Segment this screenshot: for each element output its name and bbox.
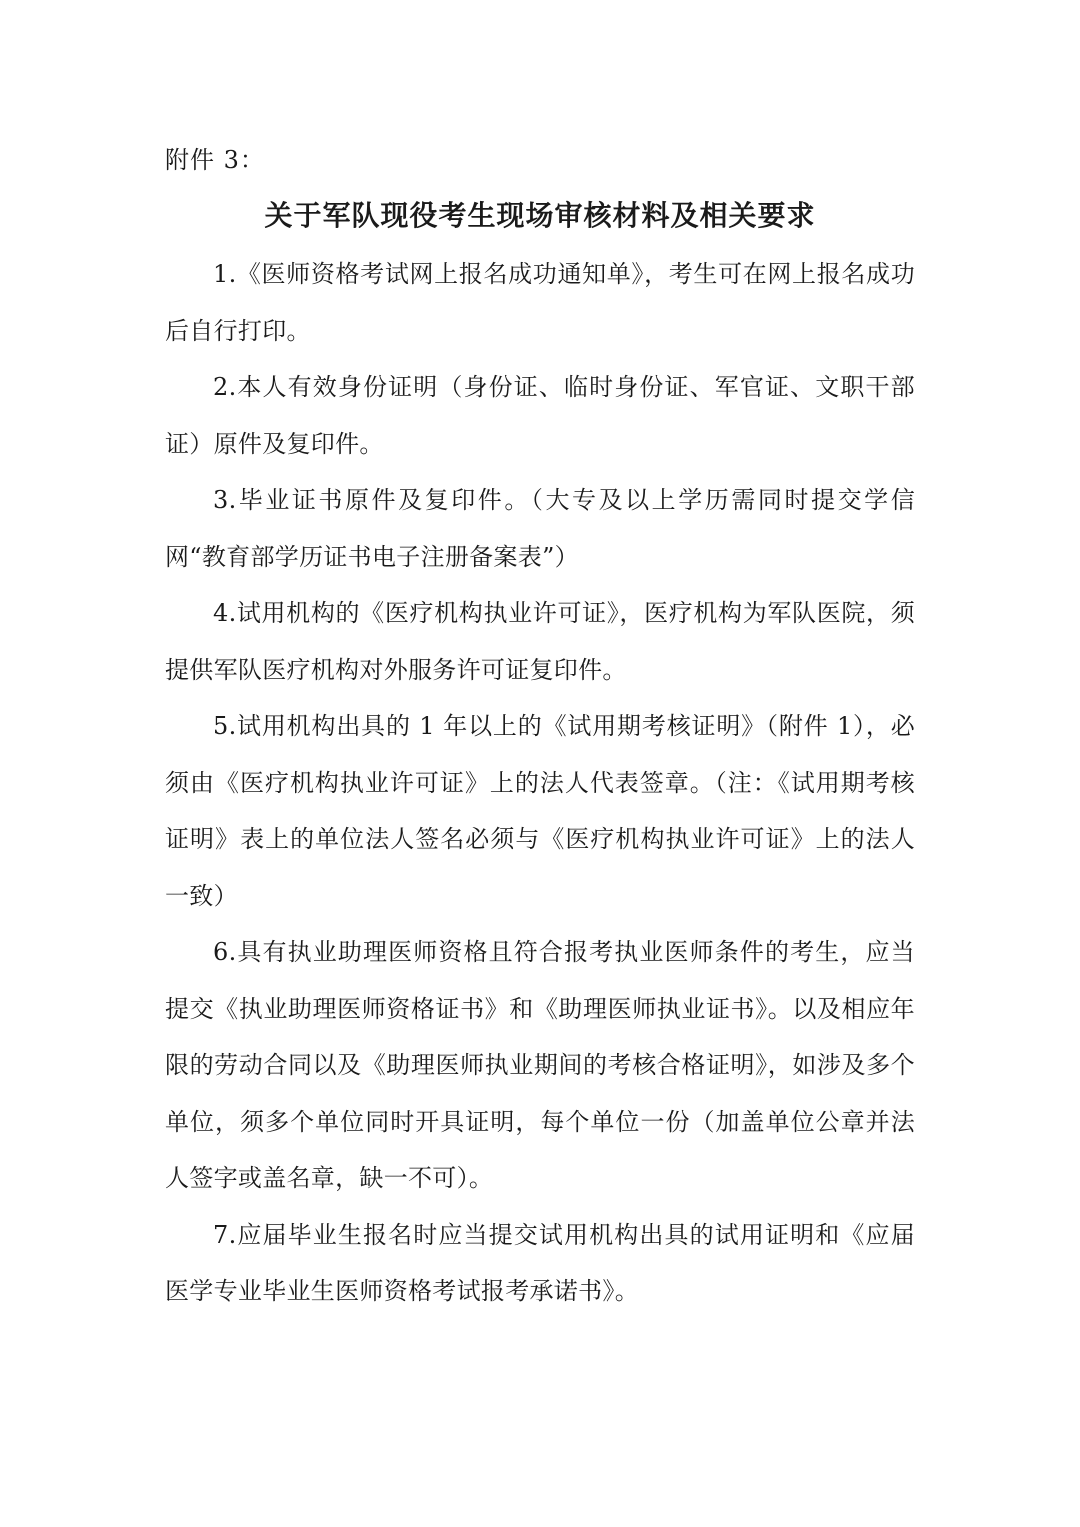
requirement-item-6: 6.具有执业助理医师资格且符合报考执业医师条件的考生，应当提交《执业助理医师资格证书》和《助理医师执业证书》。以及相应年限的劳动合同以及《助理医师执业期间的考核合格证明》，如涉及多个单位，须多个单位同时开具证明，每个单位一份（加盖单位公章并法人签字或盖名章，缺一不可）。 [165, 938, 915, 1192]
requirement-item-3: 3.毕业证书原件及复印件。（大专及以上学历需同时提交学信网“教育部学历证书电子注册备案表”） [165, 486, 915, 571]
requirement-item-5: 5.试用机构出具的 1 年以上的《试用期考核证明》（附件 1），必须由《医疗机构执业许可证》上的法人代表签章。（注：《试用期考核证明》表上的单位法人签名必须与《医疗机构执业许可证》上的法人一致） [165, 712, 915, 910]
attachment-label: 附件 3： [165, 146, 265, 174]
requirement-item-2: 2.本人有效身份证明（身份证、临时身份证、军官证、文职干部证）原件及复印件。 [165, 373, 915, 458]
document-title: 关于军队现役考生现场审核材料及相关要求 [264, 199, 816, 232]
requirement-item-1: 1.《医师资格考试网上报名成功通知单》，考生可在网上报名成功后自行打印。 [165, 260, 915, 345]
requirement-item-7: 7.应届毕业生报名时应当提交试用机构出具的试用证明和《应届医学专业毕业生医师资格考试报考承诺书》。 [165, 1220, 915, 1305]
document-body [165, 246, 915, 1320]
requirement-item-4: 4.试用机构的《医疗机构执业许可证》，医疗机构为军队医院，须提供军队医疗机构对外服务许可证复印件。 [165, 599, 915, 684]
